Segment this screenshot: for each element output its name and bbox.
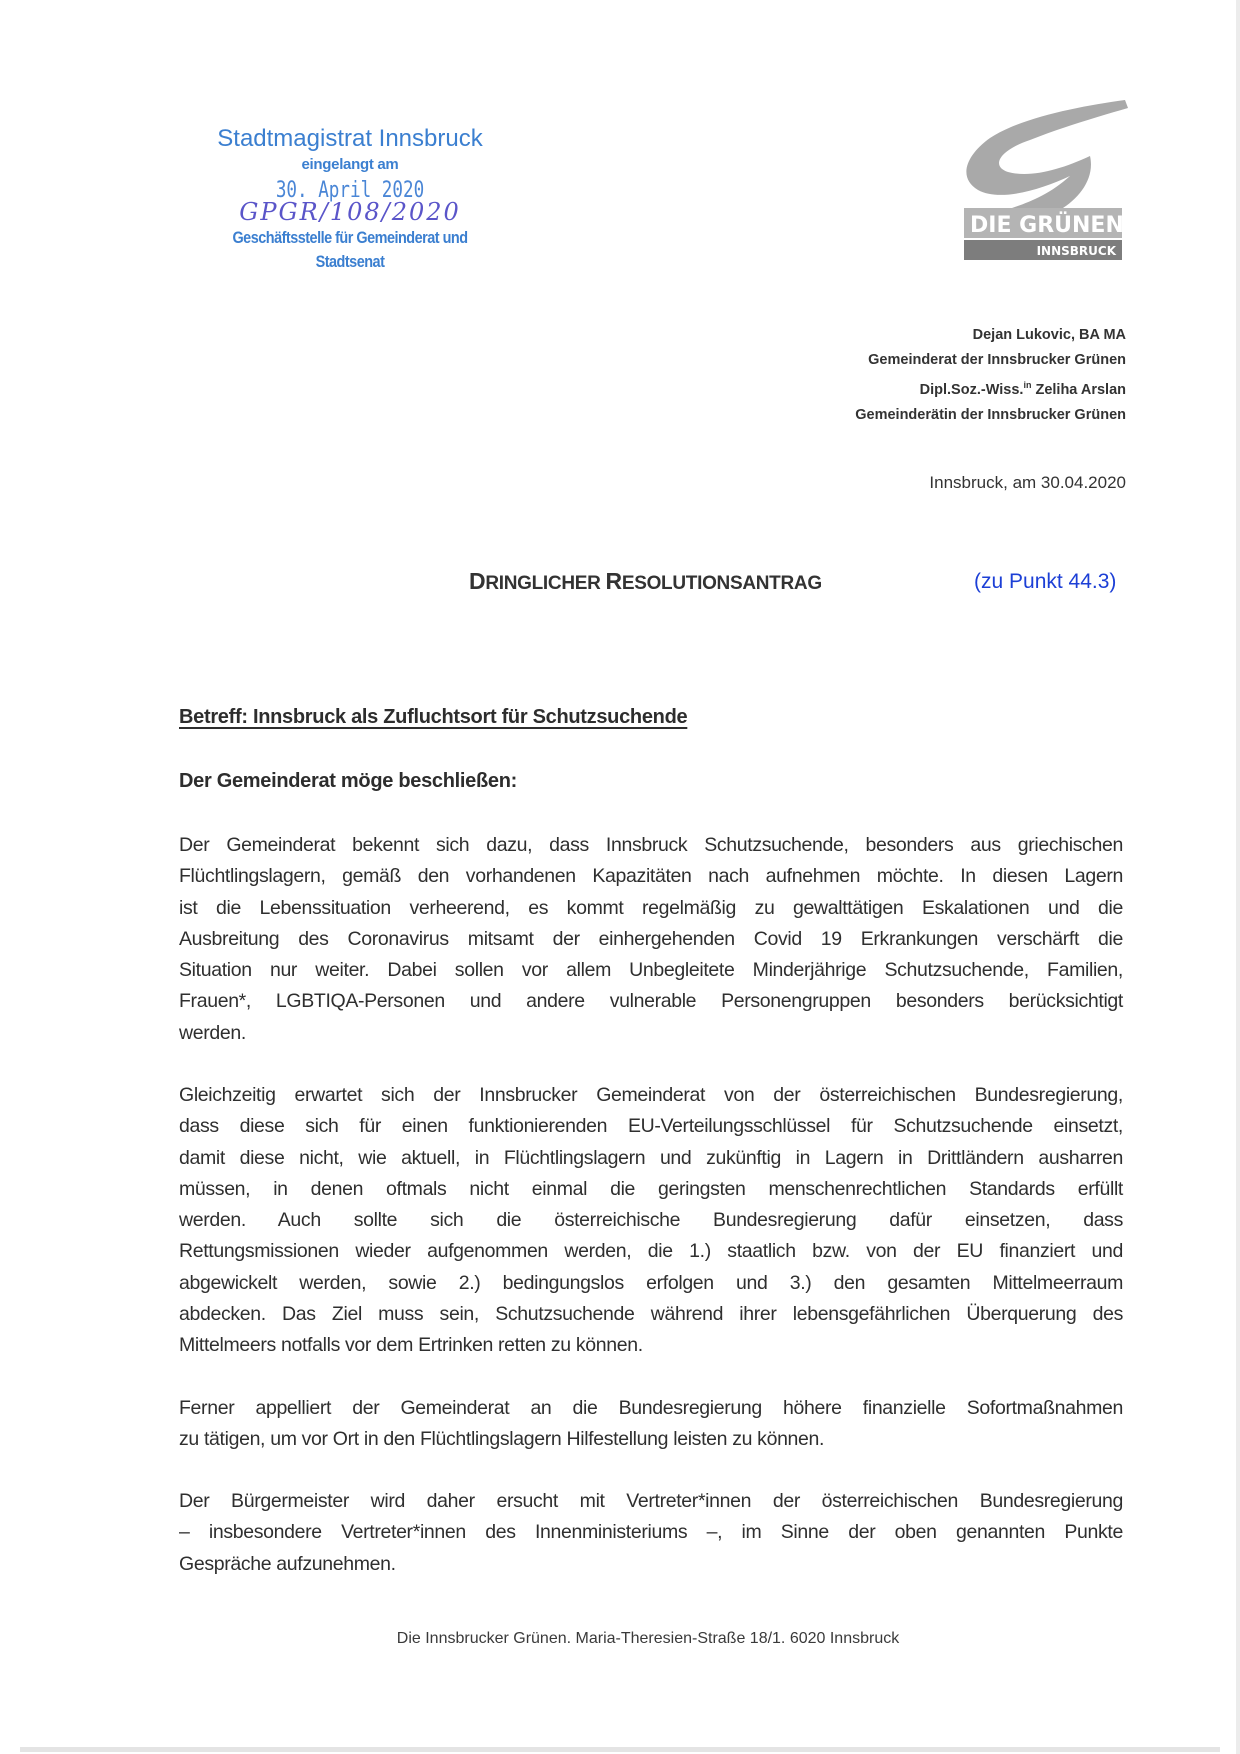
document-title: DRINGLICHER RESOLUTIONSANTRAG [469,568,822,594]
paragraph-line: Flüchtlingslagern, gemäß den vorhandenen Kapazitäten nach aufnehmen möchte. In diesen Lagern [179,865,1123,888]
paragraph-line: – insbesondere Vertreter*innen des Innenministeriums –, im Sinne der oben genannten Punkte [179,1521,1123,1544]
paragraph-line: Rettungsmissionen wieder aufgenommen werden, die 1.) staatlich bzw. von der EU finanziert und [179,1240,1123,1263]
date-line: Innsbruck, am 30.04.2020 [929,473,1126,492]
paragraph-line: abdecken. Das Ziel muss sein, Schutzsuchende während ihrer lebensgefährlichen Überquerung des [179,1303,1123,1326]
paragraph-line: Ferner appelliert der Gemeinderat an die Bundesregierung höhere finanzielle Sofortmaßnahmen [179,1397,1123,1419]
svg-text:INNSBRUCK: INNSBRUCK [1036,244,1116,258]
motion-intro: Der Gemeinderat möge beschließen: [179,770,517,792]
paragraph-line: Gleichzeitig erwartet sich der Innsbrucker Gemeinderat von der österreichischen Bundesregierung, [179,1084,1123,1106]
paragraph-line: werden. [179,1021,246,1044]
paragraph-line: Gespräche aufzunehmen. [179,1552,396,1575]
paragraph-line: zu tätigen, um vor Ort in den Flüchtlingslagern Hilfestellung leisten zu können. [179,1428,825,1451]
author-role: Gemeinderat der Innsbrucker Grünen [868,352,1126,368]
paragraph [179,1393,1123,1456]
paragraph-line: Ausbreitung des Coronavirus mitsamt der einhergehenden Covid 19 Erkrankungen verschärft die [179,927,1123,950]
agenda-reference: (zu Punkt 44.3) [974,570,1117,593]
paragraph-line: dass diese sich für einen funktionierenden EU-Verteilungsschlüssel für Schutzsuchende einsetzt, [179,1115,1123,1138]
paragraph-line: werden. Auch sollte sich die österreichische Bundesregierung dafür einsetzen, dass [179,1209,1123,1232]
stamp-office: Stadtmagistrat Innsbruck [217,125,483,152]
logo-swoosh-icon [960,98,1130,270]
footer-address: Die Innsbrucker Grünen. Maria-Theresien-Straße 18/1. 6020 Innsbruck [396,1630,900,1647]
subject-line: Betreff: Innsbruck als Zufluchtsort für Schutzsuchende [179,706,688,728]
page-edge-shadow [1236,0,1240,1754]
paragraph-line: Der Gemeinderat bekennt sich dazu, dass Innsbruck Schutzsuchende, besonders aus griechischen [179,834,1123,856]
stamp-handwritten-ref: GPGR/108/2020 [239,198,461,226]
paragraph [179,1486,1123,1580]
paragraph-line: Mittelmeers notfalls vor dem Ertrinken retten zu können. [179,1334,643,1357]
paragraph-line: Frauen*, LGBTIQA-Personen und andere vulnerable Personengruppen besonders berücksichtigt [179,990,1123,1013]
received-stamp [180,124,520,274]
paragraph [179,830,1123,1049]
paragraph [179,1080,1123,1362]
author-role: Gemeinderätin der Innsbrucker Grünen [855,406,1126,423]
page-bottom-shadow [20,1747,1220,1752]
die-gruenen-logo [960,98,1130,270]
author-name: Dejan Lukovic, BA MA [972,327,1126,343]
stamp-department: Geschäftsstelle für Gemeinderat und Stadtsenat [232,228,468,271]
paragraph-line: Situation nur weiter. Dabei sollen vor allem Unbegleitete Minderjährige Schutzsuchende, Familien, [179,959,1123,982]
paragraph-line: ist die Lebenssituation verheerend, es kommt regelmäßig zu gewalttätigen Eskalationen und die [179,896,1123,919]
paragraph-line: Der Bürgermeister wird daher ersucht mit Vertreter*innen der österreichischen Bundesregierung [179,1490,1123,1512]
logo-text: DIE GRÜNEN [970,213,1124,238]
stamp-received-label: eingelangt am [301,156,399,173]
stamp-received-date: 30. April 2020 [275,178,425,203]
author-block [855,323,1126,428]
paragraph-line: müssen, in denen oftmals nicht einmal die geringsten menschenrechtlichen Standards erfüllt [179,1177,1123,1200]
paragraph-line: damit diese nicht, wie aktuell, in Flüchtlingslagern und zukünftig in Lagern in Drittländern ausharren [179,1146,1123,1169]
paragraph-line: abgewickelt werden, sowie 2.) bedingungslos erfolgen und 3.) den gesamten Mittelmeerraum [179,1271,1123,1294]
author-name: Dipl.Soz.-Wiss.$^{in}$ Zeliha Arslan [919,380,1126,398]
